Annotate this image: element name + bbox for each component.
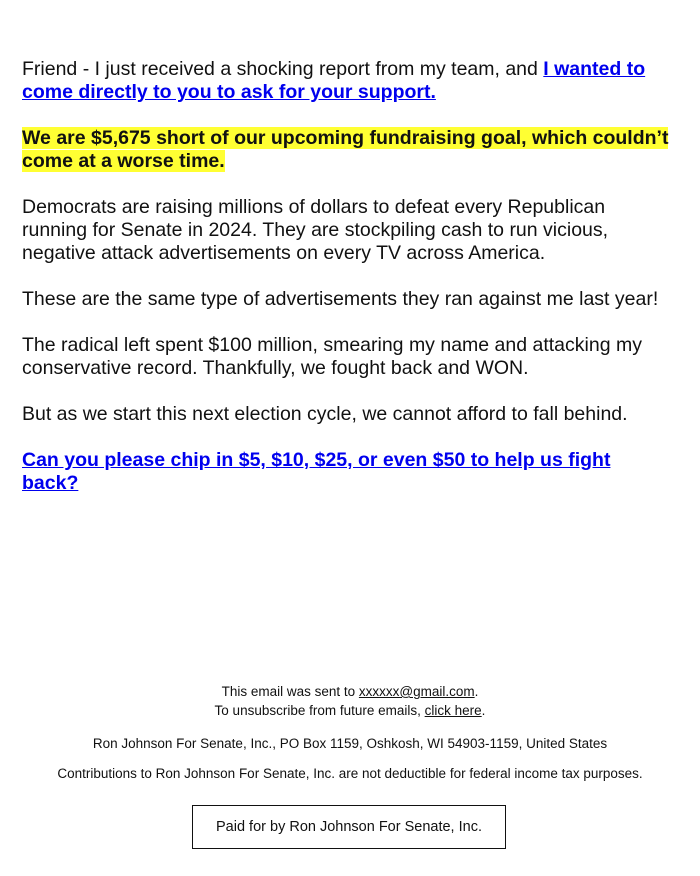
email-body <box>22 58 672 518</box>
footer-contributions-disclaimer: Contributions to Ron Johnson For Senate, Inc. are not deductible for federal income tax purposes. <box>57 766 643 781</box>
unsubscribe-line <box>0 701 700 720</box>
support-link[interactable]: I wanted to come directly to you to ask for your support. <box>22 58 646 103</box>
unsubscribe-link[interactable]: click here <box>424 703 482 718</box>
intro-paragraph <box>22 58 672 104</box>
sent-to-text: This email was sent to <box>221 684 359 699</box>
election-cycle-paragraph: But as we start this next election cycle, we cannot afford to fall behind. <box>22 403 628 425</box>
democrats-paragraph: Democrats are raising millions of dollars to defeat every Republican running for Senate in 2024. They are stockpiling cash to run vicious, negative attack advertisements on every TV across America. <box>22 196 609 264</box>
goal-paragraph <box>22 127 672 173</box>
sent-to-period: . <box>474 684 479 699</box>
footer-address: Ron Johnson For Senate, Inc., PO Box 1159, Oshkosh, WI 54903-1159, United States <box>92 736 608 751</box>
sent-to-line <box>0 682 700 701</box>
recipient-email-link[interactable]: xxxxxx@gmail.com <box>358 684 475 699</box>
radical-left-paragraph: The radical left spent $100 million, smearing my name and attacking my conservative record. Thankfully, we fought back and WON. <box>22 334 642 379</box>
intro-text: Friend - I just received a shocking report from my team, and <box>22 58 544 80</box>
unsubscribe-text: To unsubscribe from future emails, <box>214 703 425 718</box>
donate-cta-link[interactable]: Can you please chip in $5, $10, $25, or even $50 to help us fight back? <box>22 449 611 494</box>
goal-highlight-text: We are $5,675 short of our upcoming fundraising goal, which couldn’t come at a worse time. <box>22 127 669 172</box>
paid-for-box: Paid for by Ron Johnson For Senate, Inc. <box>192 805 506 849</box>
cta-paragraph <box>22 449 672 495</box>
footer-sent-info <box>0 682 700 720</box>
unsubscribe-period: . <box>481 703 486 718</box>
same-type-paragraph: These are the same type of advertisements they ran against me last year! <box>22 288 659 310</box>
